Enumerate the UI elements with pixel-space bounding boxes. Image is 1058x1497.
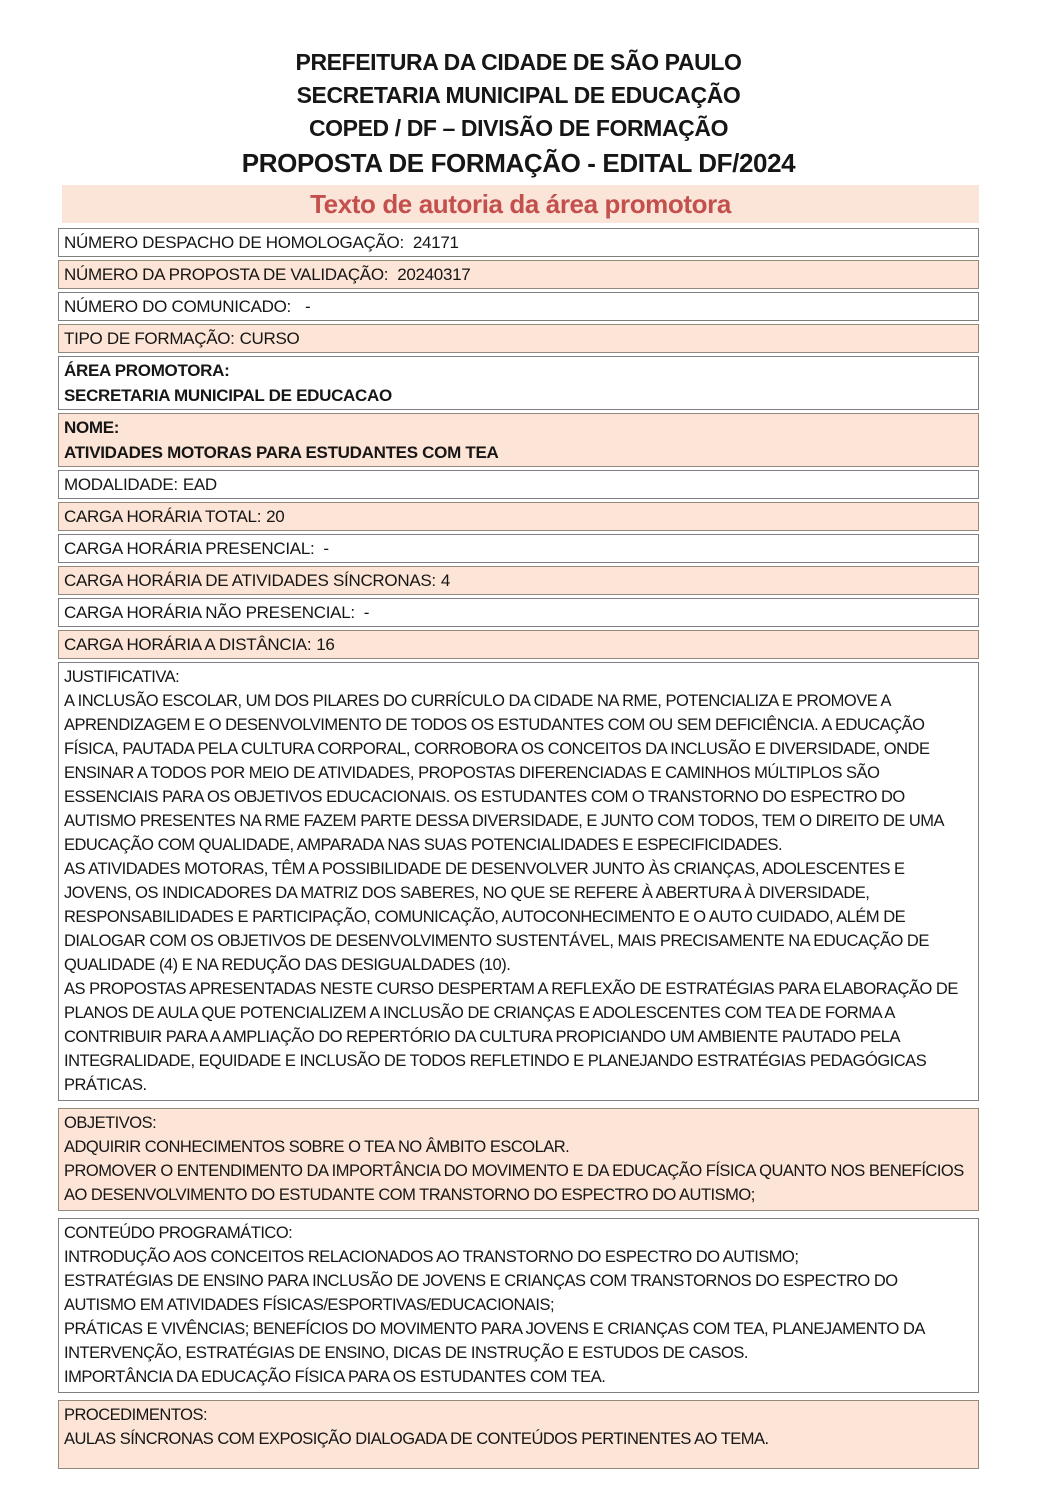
field-carga-horaria-distancia xyxy=(58,630,979,659)
justificativa-paragraph: AS PROPOSTAS APRESENTADAS NESTE CURSO DESPERTAM A REFLEXÃO DE ESTRATÉGIAS PARA ELABORAÇÃO DE PLANOS DE AULA QUE POTENCIALIZEM A INCLUSÃO DE CRIANÇAS E ADOLESCENTES COM TEA DE FORMA A CONTRIBUIR PARA A AMPLIAÇÃO DO REPERTÓRIO DA CULTURA PROPICIANDO UM AMBIENTE PAUTADO PELA INTEGRALIDADE, EQUIDADE E INCLUSÃO DE TODOS REFLETINDO E PLANEJANDO ESTRATÉGIAS PEDAGÓGICAS PRÁTICAS. xyxy=(64,980,958,1094)
field-label: NOME: xyxy=(64,418,120,437)
field-carga-horaria-sincronas xyxy=(58,566,979,595)
field-label: CARGA HORÁRIA PRESENCIAL: xyxy=(64,539,315,558)
field-label: CARGA HORÁRIA A DISTÂNCIA: xyxy=(64,635,312,654)
field-label: ÁREA PROMOTORA: xyxy=(64,361,230,380)
field-carga-horaria-total xyxy=(58,502,979,531)
conteudo-paragraph: ESTRATÉGIAS DE ENSINO PARA INCLUSÃO DE JOVENS E CRIANÇAS COM TRANSTORNOS DO ESPECTRO DO AUTISMO EM ATIVIDADES FÍSICAS/ESPORTIVAS/EDUCACIONAIS; xyxy=(64,1272,898,1314)
field-numero-despacho-homologacao xyxy=(58,228,979,257)
field-value: 16 xyxy=(316,635,335,654)
header-line-proposta: PROPOSTA DE FORMAÇÃO - EDITAL DF/2024 xyxy=(241,148,796,178)
field-label: CARGA HORÁRIA NÃO PRESENCIAL: xyxy=(64,603,355,622)
objetivos-paragraph: PROMOVER O ENTENDIMENTO DA IMPORTÂNCIA DO MOVIMENTO E DA EDUCAÇÃO FÍSICA QUANTO NOS BENEFÍCIOS AO DESENVOLVIMENTO DO ESTUDANTE COM TRANSTORNO DO ESPECTRO DO AUTISMO; xyxy=(64,1162,964,1204)
field-label: NÚMERO DESPACHO DE HOMOLOGAÇÃO: xyxy=(64,233,404,252)
field-value: 4 xyxy=(440,571,450,590)
field-area-promotora xyxy=(58,356,979,410)
conteudo-paragraph: IMPORTÂNCIA DA EDUCAÇÃO FÍSICA PARA OS ESTUDANTES COM TEA. xyxy=(64,1368,606,1386)
header-line-prefeitura: PREFEITURA DA CIDADE DE SÃO PAULO xyxy=(295,49,742,75)
section-procedimentos xyxy=(58,1400,979,1469)
section-label: CONTEÚDO PROGRAMÁTICO: xyxy=(64,1224,293,1242)
field-modalidade xyxy=(58,470,979,499)
field-value: 20 xyxy=(266,507,285,526)
field-nome xyxy=(58,413,979,467)
authorship-banner: Texto de autoria da área promotora xyxy=(62,185,979,223)
procedimentos-paragraph: AULAS SÍNCRONAS COM EXPOSIÇÃO DIALOGADA DE CONTEÚDOS PERTINENTES AO TEMA. xyxy=(64,1430,769,1448)
justificativa-paragraph: AS ATIVIDADES MOTORAS, TÊM A POSSIBILIDADE DE DESENVOLVER JUNTO ÀS CRIANÇAS, ADOLESCENTES E JOVENS, OS INDICADORES DA MATRIZ DOS SABERES, NO QUE SE REFERE À ABERTURA À DIVERSIDADE, RESPONSABILIDADES E PARTICIPAÇÃO, COMUNICAÇÃO, AUTOCONHECIMENTO E O AUTO CUIDADO, ALÉM DE DIALOGAR COM OS OBJETIVOS DE DESENVOLVIMENTO SUSTENTÁVEL, MAIS PRECISAMENTE NA EDUCAÇÃO DE QUALIDADE (4) E NA REDUÇÃO DAS DESIGUALDADES (10). xyxy=(64,860,929,974)
field-value: - xyxy=(304,297,311,316)
field-label: NÚMERO DA PROPOSTA DE VALIDAÇÃO: xyxy=(64,265,389,284)
field-numero-proposta-validacao xyxy=(58,260,979,289)
field-numero-comunicado xyxy=(58,292,979,321)
section-justificativa xyxy=(58,662,979,1101)
section-conteudo-programatico xyxy=(58,1218,979,1393)
field-carga-horaria-nao-presencial xyxy=(58,598,979,627)
field-value: SECRETARIA MUNICIPAL DE EDUCACAO xyxy=(64,386,392,405)
field-label: CARGA HORÁRIA DE ATIVIDADES SÍNCRONAS: xyxy=(64,571,436,590)
field-value: - xyxy=(323,539,329,558)
field-value: - xyxy=(363,603,370,622)
document-header xyxy=(58,0,979,181)
header-line-coped: COPED / DF – DIVISÃO DE FORMAÇÃO xyxy=(308,115,729,141)
header-line-secretaria: SECRETARIA MUNICIPAL DE EDUCAÇÃO xyxy=(296,82,741,108)
section-label: OBJETIVOS: xyxy=(64,1114,157,1132)
section-label: JUSTIFICATIVA: xyxy=(64,668,180,686)
justificativa-paragraph: A INCLUSÃO ESCOLAR, UM DOS PILARES DO CURRÍCULO DA CIDADE NA RME, POTENCIALIZA E PROMOVE A APRENDIZAGEM E O DESENVOLVIMENTO DE TODOS OS ESTUDANTES COM OU SEM DEFICIÊNCIA. A EDUCAÇÃO FÍSICA, PAUTADA PELA CULTURA CORPORAL, CORROBORA OS CONCEITOS DA INCLUSÃO E DIVERSIDADE, ONDE ENSINAR A TODOS POR MEIO DE ATIVIDADES, PROPOSTAS DIFERENCIADAS E CAMINHOS MÚLTIPLOS SÃO ESSENCIAIS PARA OS OBJETIVOS EDUCACIONAIS. OS ESTUDANTES COM O TRANSTORNO DO ESPECTRO DO AUTISMO PRESENTES NA RME FAZEM PARTE DESSA DIVERSIDADE, E JUNTO COM TODOS, TEM O DIREITO DE UMA EDUCAÇÃO COM QUALIDADE, AMPARADA NAS SUAS POTENCIALIDADES E ESPECIFICIDADES. xyxy=(64,692,944,854)
field-value: 24171 xyxy=(412,233,459,252)
section-label: PROCEDIMENTOS: xyxy=(64,1406,208,1424)
field-value: ATIVIDADES MOTORAS PARA ESTUDANTES COM TEA xyxy=(64,443,499,462)
field-rows xyxy=(58,228,979,1469)
conteudo-paragraph: PRÁTICAS E VIVÊNCIAS; BENEFÍCIOS DO MOVIMENTO PARA JOVENS E CRIANÇAS COM TEA, PLANEJAMENTO DA INTERVENÇÃO, ESTRATÉGIAS DE ENSINO, DICAS DE INSTRUÇÃO E ESTUDOS DE CASOS. xyxy=(64,1320,924,1362)
field-label: TIPO DE FORMAÇÃO: xyxy=(64,329,235,348)
field-value: 20240317 xyxy=(397,265,471,284)
field-carga-horaria-presencial xyxy=(58,534,979,563)
objetivos-paragraph: ADQUIRIR CONHECIMENTOS SOBRE O TEA NO ÂMBITO ESCOLAR. xyxy=(64,1138,570,1156)
field-label: NÚMERO DO COMUNICADO: xyxy=(64,297,291,316)
field-value: EAD xyxy=(182,475,217,494)
field-value: CURSO xyxy=(239,329,300,348)
field-tipo-formacao xyxy=(58,324,979,353)
conteudo-paragraph: INTRODUÇÃO AOS CONCEITOS RELACIONADOS AO TRANSTORNO DO ESPECTRO DO AUTISMO; xyxy=(64,1248,799,1266)
field-label: MODALIDADE: xyxy=(64,475,178,494)
document-content xyxy=(58,0,979,1469)
field-label: CARGA HORÁRIA TOTAL: xyxy=(64,507,262,526)
section-objetivos xyxy=(58,1108,979,1211)
